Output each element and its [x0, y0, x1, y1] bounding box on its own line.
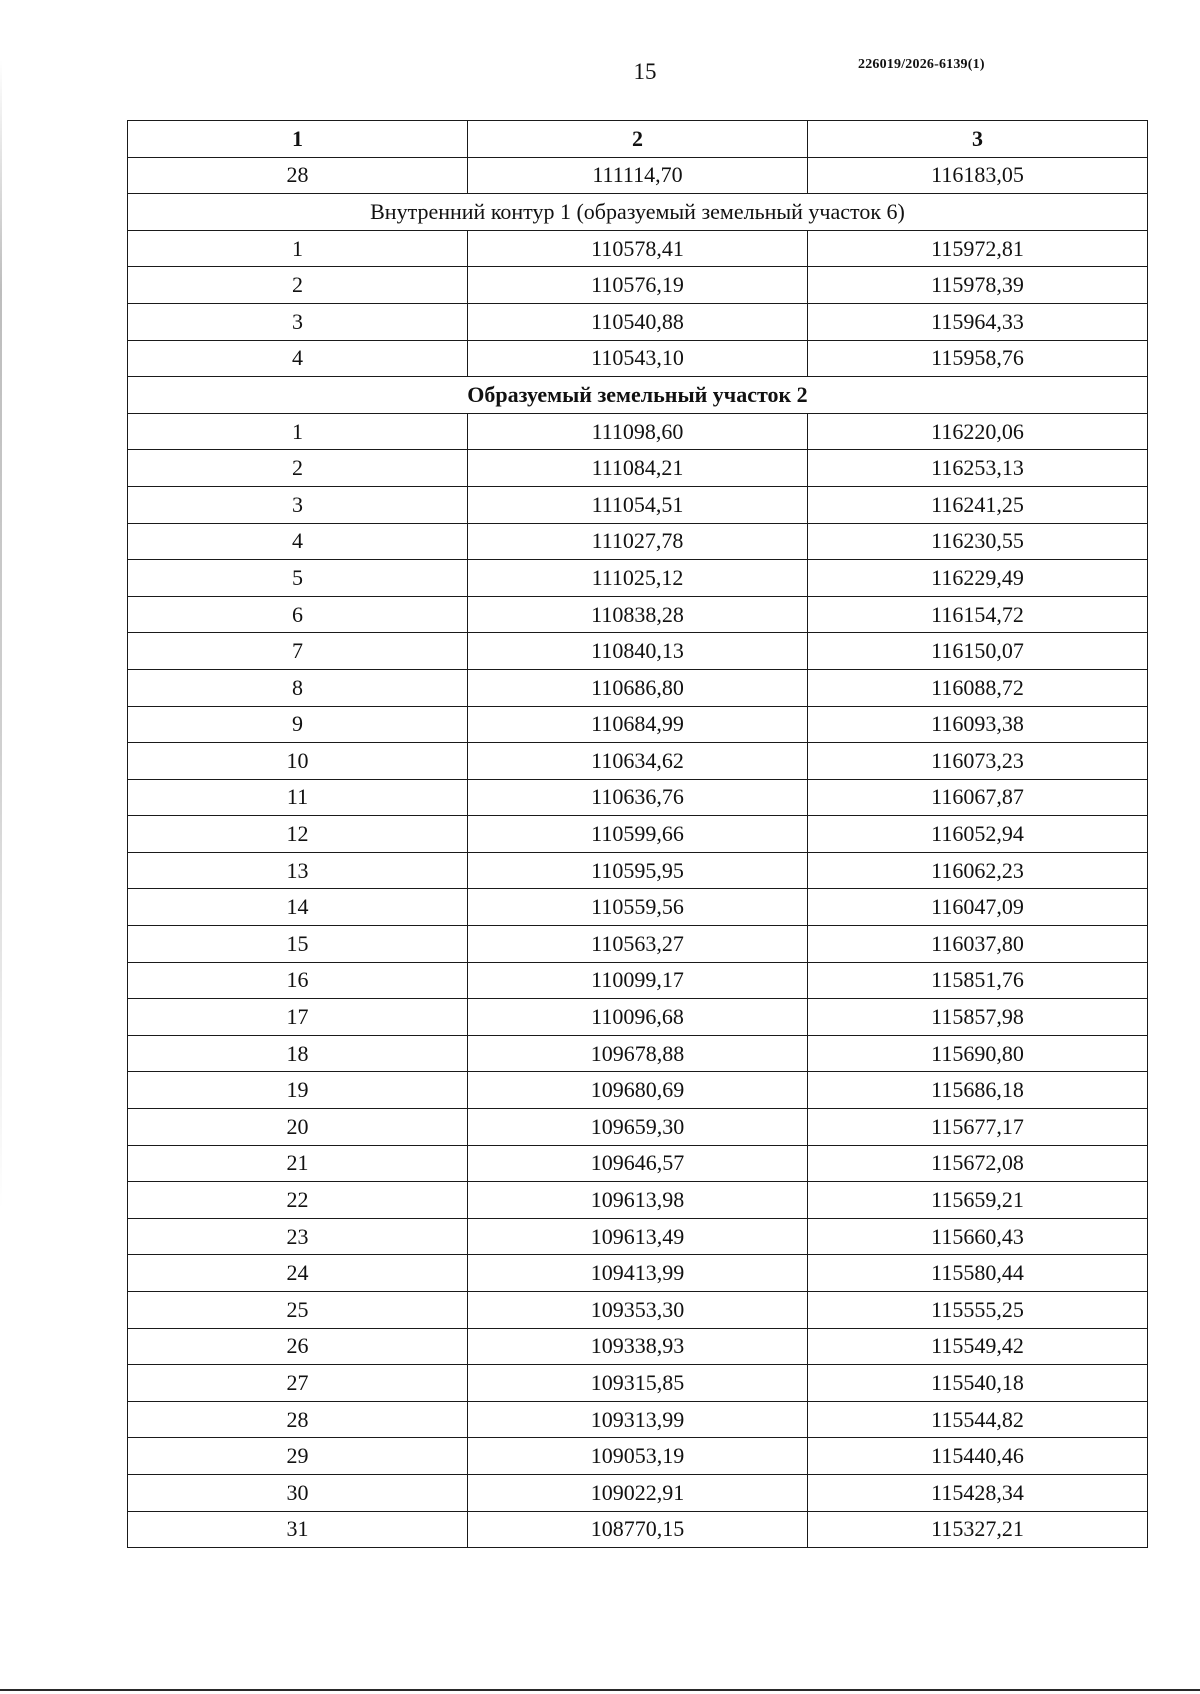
table-row	[128, 596, 1148, 633]
table-row	[128, 230, 1148, 267]
y-coordinate-cell: 116241,25	[808, 486, 1148, 523]
point-number-cell: 25	[128, 1292, 468, 1329]
table-row	[128, 852, 1148, 889]
y-coordinate-cell: 116229,49	[808, 560, 1148, 597]
point-number-cell: 8	[128, 669, 468, 706]
y-coordinate-cell: 115686,18	[808, 1072, 1148, 1109]
point-number-cell: 11	[128, 779, 468, 816]
table-row	[128, 1328, 1148, 1365]
table-row	[128, 706, 1148, 743]
y-coordinate-cell: 115677,17	[808, 1109, 1148, 1146]
point-number-cell: 4	[128, 523, 468, 560]
table-row	[128, 816, 1148, 853]
point-number-cell: 1	[128, 413, 468, 450]
table-row	[128, 267, 1148, 304]
y-coordinate-cell: 116154,72	[808, 596, 1148, 633]
y-coordinate-cell: 115580,44	[808, 1255, 1148, 1292]
x-coordinate-cell: 109413,99	[468, 1255, 808, 1292]
coordinates-table-body	[128, 121, 1148, 1548]
table-row	[128, 340, 1148, 377]
y-coordinate-cell: 116088,72	[808, 669, 1148, 706]
y-coordinate-cell: 116052,94	[808, 816, 1148, 853]
table-row	[128, 450, 1148, 487]
x-coordinate-cell: 110576,19	[468, 267, 808, 304]
table-header-row	[128, 121, 1148, 158]
x-coordinate-cell: 110099,17	[468, 962, 808, 999]
y-coordinate-cell: 115540,18	[808, 1365, 1148, 1402]
section-heading: Внутренний контур 1 (образуемый земельный участок 6)	[128, 194, 1148, 231]
point-number-cell: 26	[128, 1328, 468, 1365]
table-row	[128, 413, 1148, 450]
point-number-cell: 9	[128, 706, 468, 743]
point-number-cell: 20	[128, 1109, 468, 1146]
point-number-cell: 28	[128, 1401, 468, 1438]
table-row	[128, 1072, 1148, 1109]
point-number-cell: 1	[128, 230, 468, 267]
table-row	[128, 962, 1148, 999]
x-coordinate-cell: 110559,56	[468, 889, 808, 926]
y-coordinate-cell: 115690,80	[808, 1035, 1148, 1072]
page-number: 15	[633, 59, 657, 84]
x-coordinate-cell: 110578,41	[468, 230, 808, 267]
x-coordinate-cell: 109659,30	[468, 1109, 808, 1146]
table-row	[128, 1474, 1148, 1511]
x-coordinate-cell: 109613,98	[468, 1182, 808, 1219]
section-heading-row	[128, 377, 1148, 414]
table-row	[128, 779, 1148, 816]
column-header-2: 2	[468, 121, 808, 158]
y-coordinate-cell: 115958,76	[808, 340, 1148, 377]
point-number-cell: 31	[128, 1511, 468, 1548]
y-coordinate-cell: 116093,38	[808, 706, 1148, 743]
x-coordinate-cell: 111098,60	[468, 413, 808, 450]
y-coordinate-cell: 115659,21	[808, 1182, 1148, 1219]
table-row	[128, 523, 1148, 560]
column-header-1: 1	[128, 121, 468, 158]
point-number-cell: 12	[128, 816, 468, 853]
point-number-cell: 13	[128, 852, 468, 889]
x-coordinate-cell: 109313,99	[468, 1401, 808, 1438]
table-row	[128, 1292, 1148, 1329]
point-number-cell: 2	[128, 450, 468, 487]
point-number-cell: 29	[128, 1438, 468, 1475]
table-row	[128, 1365, 1148, 1402]
point-number-cell: 21	[128, 1145, 468, 1182]
y-coordinate-cell: 116047,09	[808, 889, 1148, 926]
document-id: 226019/2026-6139(1)	[858, 57, 985, 72]
x-coordinate-cell: 110543,10	[468, 340, 808, 377]
x-coordinate-cell: 108770,15	[468, 1511, 808, 1548]
scan-edge-left	[0, 60, 2, 1210]
y-coordinate-cell: 116067,87	[808, 779, 1148, 816]
y-coordinate-cell: 116230,55	[808, 523, 1148, 560]
table-row	[128, 1182, 1148, 1219]
x-coordinate-cell: 109613,49	[468, 1218, 808, 1255]
x-coordinate-cell: 110540,88	[468, 303, 808, 340]
x-coordinate-cell: 111054,51	[468, 486, 808, 523]
x-coordinate-cell: 111084,21	[468, 450, 808, 487]
y-coordinate-cell: 115544,82	[808, 1401, 1148, 1438]
table-row	[128, 1438, 1148, 1475]
table-row	[128, 669, 1148, 706]
y-coordinate-cell: 116037,80	[808, 926, 1148, 963]
point-number-cell: 24	[128, 1255, 468, 1292]
table-row	[128, 303, 1148, 340]
point-number-cell: 2	[128, 267, 468, 304]
table-row	[128, 926, 1148, 963]
table-row	[128, 157, 1148, 194]
section-heading: Образуемый земельный участок 2	[128, 377, 1148, 414]
x-coordinate-cell: 110563,27	[468, 926, 808, 963]
x-coordinate-cell: 110840,13	[468, 633, 808, 670]
table-row	[128, 1401, 1148, 1438]
table-row	[128, 1035, 1148, 1072]
table-row	[128, 560, 1148, 597]
x-coordinate-cell: 110634,62	[468, 743, 808, 780]
point-number-cell: 4	[128, 340, 468, 377]
point-number-cell: 30	[128, 1474, 468, 1511]
y-coordinate-cell: 115978,39	[808, 267, 1148, 304]
y-coordinate-cell: 116150,07	[808, 633, 1148, 670]
point-number-cell: 15	[128, 926, 468, 963]
y-coordinate-cell: 116073,23	[808, 743, 1148, 780]
x-coordinate-cell: 111027,78	[468, 523, 808, 560]
x-coordinate-cell: 110686,80	[468, 669, 808, 706]
table-row	[128, 633, 1148, 670]
y-coordinate-cell: 115972,81	[808, 230, 1148, 267]
point-number-cell: 6	[128, 596, 468, 633]
y-coordinate-cell: 115857,98	[808, 999, 1148, 1036]
y-coordinate-cell: 115672,08	[808, 1145, 1148, 1182]
x-coordinate-cell: 109022,91	[468, 1474, 808, 1511]
table-row	[128, 1218, 1148, 1255]
y-coordinate-cell: 115851,76	[808, 962, 1148, 999]
section-heading-row	[128, 194, 1148, 231]
y-coordinate-cell: 115440,46	[808, 1438, 1148, 1475]
column-header-3: 3	[808, 121, 1148, 158]
point-number-cell: 28	[128, 157, 468, 194]
x-coordinate-cell: 110096,68	[468, 999, 808, 1036]
point-number-cell: 3	[128, 486, 468, 523]
x-coordinate-cell: 111025,12	[468, 560, 808, 597]
table-row	[128, 486, 1148, 523]
point-number-cell: 16	[128, 962, 468, 999]
x-coordinate-cell: 110595,95	[468, 852, 808, 889]
table-row	[128, 743, 1148, 780]
point-number-cell: 19	[128, 1072, 468, 1109]
point-number-cell: 18	[128, 1035, 468, 1072]
table-row	[128, 1255, 1148, 1292]
x-coordinate-cell: 109315,85	[468, 1365, 808, 1402]
coordinates-table	[127, 120, 1148, 1548]
scan-edge-bottom	[0, 1689, 1200, 1691]
point-number-cell: 17	[128, 999, 468, 1036]
x-coordinate-cell: 109353,30	[468, 1292, 808, 1329]
y-coordinate-cell: 116220,06	[808, 413, 1148, 450]
table-row	[128, 1109, 1148, 1146]
point-number-cell: 7	[128, 633, 468, 670]
y-coordinate-cell: 116062,23	[808, 852, 1148, 889]
point-number-cell: 23	[128, 1218, 468, 1255]
point-number-cell: 5	[128, 560, 468, 597]
table-row	[128, 999, 1148, 1036]
x-coordinate-cell: 110599,66	[468, 816, 808, 853]
x-coordinate-cell: 109678,88	[468, 1035, 808, 1072]
y-coordinate-cell: 115549,42	[808, 1328, 1148, 1365]
point-number-cell: 3	[128, 303, 468, 340]
table-row	[128, 1511, 1148, 1548]
point-number-cell: 27	[128, 1365, 468, 1402]
x-coordinate-cell: 110838,28	[468, 596, 808, 633]
x-coordinate-cell: 111114,70	[468, 157, 808, 194]
x-coordinate-cell: 110684,99	[468, 706, 808, 743]
y-coordinate-cell: 116253,13	[808, 450, 1148, 487]
table-row	[128, 1145, 1148, 1182]
y-coordinate-cell: 115964,33	[808, 303, 1148, 340]
y-coordinate-cell: 116183,05	[808, 157, 1148, 194]
x-coordinate-cell: 109646,57	[468, 1145, 808, 1182]
x-coordinate-cell: 109680,69	[468, 1072, 808, 1109]
y-coordinate-cell: 115660,43	[808, 1218, 1148, 1255]
table-row	[128, 889, 1148, 926]
point-number-cell: 22	[128, 1182, 468, 1219]
point-number-cell: 10	[128, 743, 468, 780]
y-coordinate-cell: 115555,25	[808, 1292, 1148, 1329]
x-coordinate-cell: 109053,19	[468, 1438, 808, 1475]
y-coordinate-cell: 115327,21	[808, 1511, 1148, 1548]
point-number-cell: 14	[128, 889, 468, 926]
x-coordinate-cell: 109338,93	[468, 1328, 808, 1365]
y-coordinate-cell: 115428,34	[808, 1474, 1148, 1511]
x-coordinate-cell: 110636,76	[468, 779, 808, 816]
